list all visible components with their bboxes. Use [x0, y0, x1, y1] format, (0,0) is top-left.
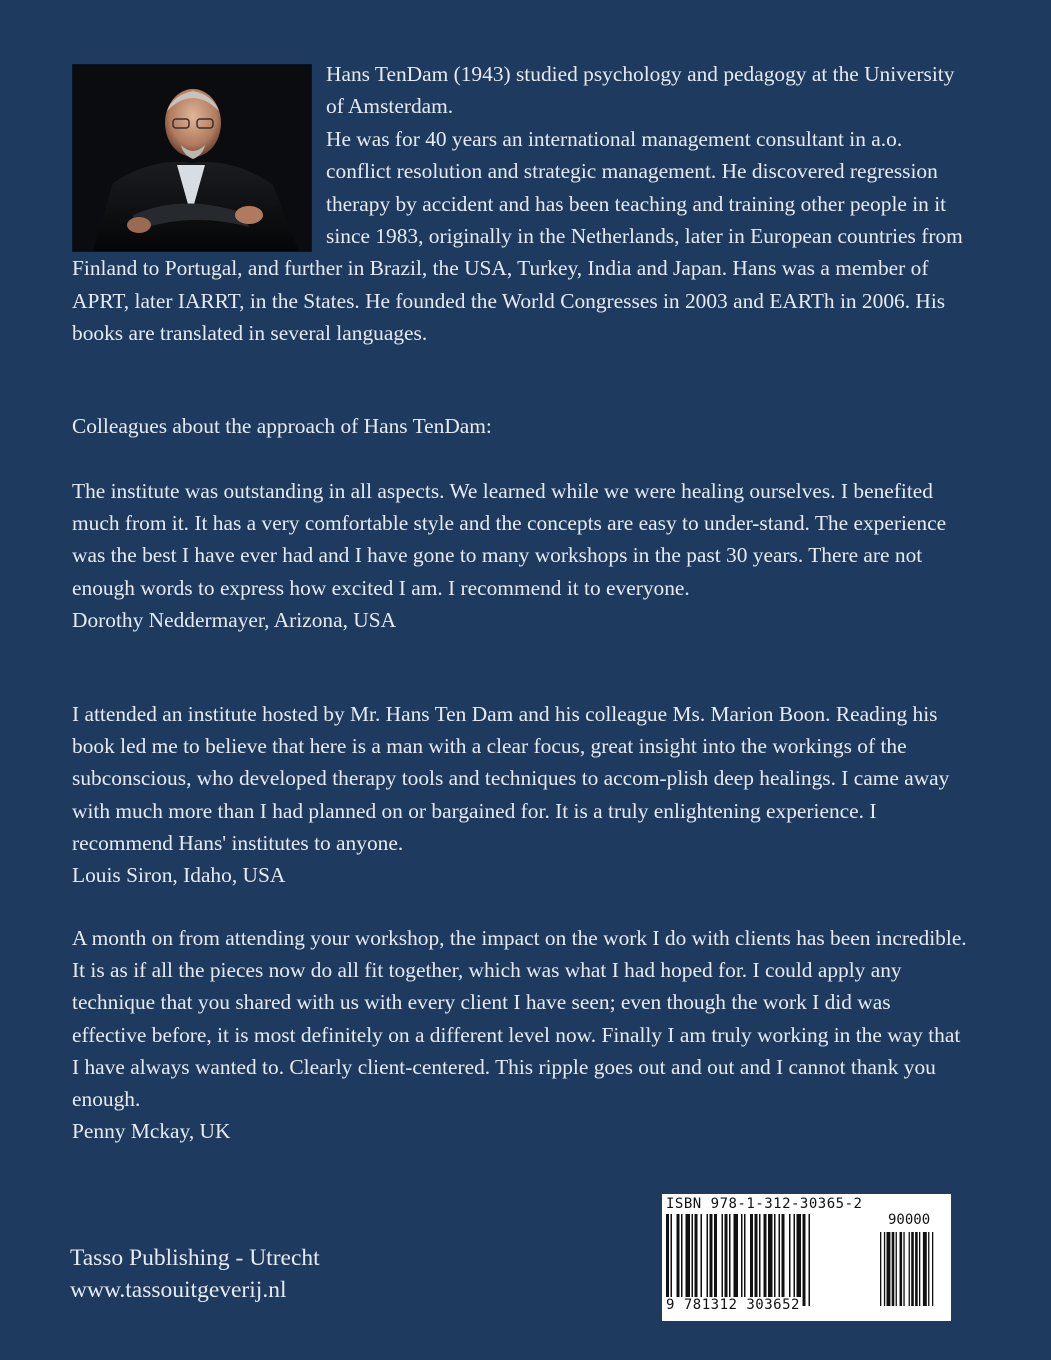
barcode-addon-stripe	[887, 1232, 891, 1306]
price-code: 90000	[888, 1212, 931, 1228]
barcode-stripe	[695, 1214, 698, 1306]
barcode-stripe	[671, 1214, 673, 1306]
bio-paragraph-1: Hans TenDam (1943) studied psychology and pedagogy at the University of Amsterdam.	[326, 62, 955, 119]
barcode-stripe	[759, 1214, 761, 1306]
bio-paragraph-2: He was for 40 years an international management consultant in a.o. conflict resolution and strategic management. He discovered regression therapy by accident and has been teaching and training other people in it since 1983, originally in the Netherlands, later in European countries from Finland to Portugal, and further in Brazil, the USA, Turkey, India and Japan. Hans was a member of APRT, later IARRT, in the States. He founded the World Congresses in 2003 and EARTh in 2006. His books are translated in several languages.	[72, 126, 963, 346]
barcode-stripe	[701, 1214, 703, 1306]
barcode-addon-stripe	[911, 1232, 914, 1306]
barcode-stripe	[768, 1214, 773, 1306]
barcode-stripe	[744, 1214, 746, 1306]
testimonial	[72, 475, 967, 636]
testimonial-author: Dorothy Neddermayer, Arizona, USA	[72, 607, 397, 632]
testimonial	[72, 922, 967, 1147]
barcode-stripe	[797, 1214, 802, 1306]
barcode-stripe	[710, 1214, 713, 1306]
barcode-digits: 9 781312 303652	[666, 1297, 800, 1313]
photo-spacer	[72, 58, 326, 252]
barcode-stripe	[734, 1214, 739, 1306]
barcode-addon-stripe	[928, 1232, 929, 1306]
isbn-label: ISBN 978-1-312-30365-2	[666, 1196, 863, 1212]
barcode-stripe	[707, 1214, 709, 1306]
barcode-stripe	[722, 1214, 724, 1306]
testimonials-heading: Colleagues about the approach of Hans TenDam:	[72, 414, 492, 438]
testimonial-author: Louis Siron, Idaho, USA	[72, 863, 286, 888]
barcode-stripe	[681, 1214, 683, 1306]
testimonial-text: The institute was outstanding in all aspects. We learned while we were healing ourselves. I benefited much from it. It has a very comfortable style and the concepts are easy to under-stand. The experience was the best I have ever had and I have gone to many workshops in the past 30 years. There are not enough words to express how excited I am. I recommend it to everyone.	[72, 479, 947, 600]
barcode-stripe	[677, 1214, 680, 1306]
barcode-stripe	[779, 1214, 781, 1306]
barcode-addon-stripe	[892, 1232, 895, 1306]
testimonial	[72, 698, 967, 891]
barcode-stripe	[764, 1214, 767, 1306]
barcode-stripe	[692, 1214, 694, 1306]
barcode-addon-stripe	[884, 1232, 885, 1306]
barcode-stripe	[789, 1214, 791, 1306]
barcode-addon-stripe	[909, 1232, 910, 1306]
barcode-stripe	[774, 1214, 776, 1306]
barcode-stripe	[725, 1214, 728, 1306]
barcode-addon-stripe	[896, 1232, 897, 1306]
barcode-stripe	[666, 1214, 669, 1306]
barcode-addon-stripe	[880, 1232, 881, 1306]
barcode-stripe	[794, 1214, 796, 1306]
publisher-name: Tasso Publishing - Utrecht	[70, 1245, 320, 1271]
barcode-addon-stripe	[919, 1232, 920, 1306]
barcode-stripe	[741, 1214, 743, 1306]
barcode-addon-stripe	[932, 1232, 933, 1306]
barcode-stripe	[729, 1214, 731, 1306]
author-bio	[72, 58, 967, 350]
barcode-addon-stripe	[900, 1232, 903, 1306]
barcode-stripe	[686, 1214, 691, 1306]
barcode-addon-stripe	[915, 1232, 918, 1306]
barcode-stripe	[809, 1214, 811, 1306]
testimonial-author: Penny Mckay, UK	[72, 1119, 231, 1144]
testimonial-text: I attended an institute hosted by Mr. Hans Ten Dam and his colleague Ms. Marion Boon. Reading his book led me to believe that here is a man with a clear focus, great insight into the workings of the subconscious, who developed therapy tools and techniques to accom-plish deep healings. I came away with much more than I had planned on or bargained for. It is a truly enlightening experience. I recommend Hans' institutes to anyone.	[72, 702, 950, 855]
barcode-stripe	[782, 1214, 785, 1306]
barcode-addon-stripe	[923, 1232, 927, 1306]
barcode-stripe	[803, 1214, 806, 1306]
barcode-stripe	[750, 1214, 753, 1306]
isbn-barcode	[662, 1194, 951, 1321]
barcode-addon-stripe	[903, 1232, 904, 1306]
testimonial-text: A month on from attending your workshop, the impact on the work I do with clients has been incredible. It is as if all the pieces now do all fit together, which was what I had hoped for. I could apply any technique that you shared with us with every client I have seen; even though the work I did was effective before, it is most definitely on a different level now. Finally I am truly working in the way that I have always wanted to. Clearly client-centered. This ripple goes out and out and I cannot thank you enough.	[72, 926, 967, 1112]
barcode-stripe	[755, 1214, 758, 1306]
publisher-website: www.tassouitgeverij.nl	[70, 1277, 287, 1303]
barcode-stripe	[714, 1214, 717, 1306]
publisher-info	[70, 1242, 320, 1306]
